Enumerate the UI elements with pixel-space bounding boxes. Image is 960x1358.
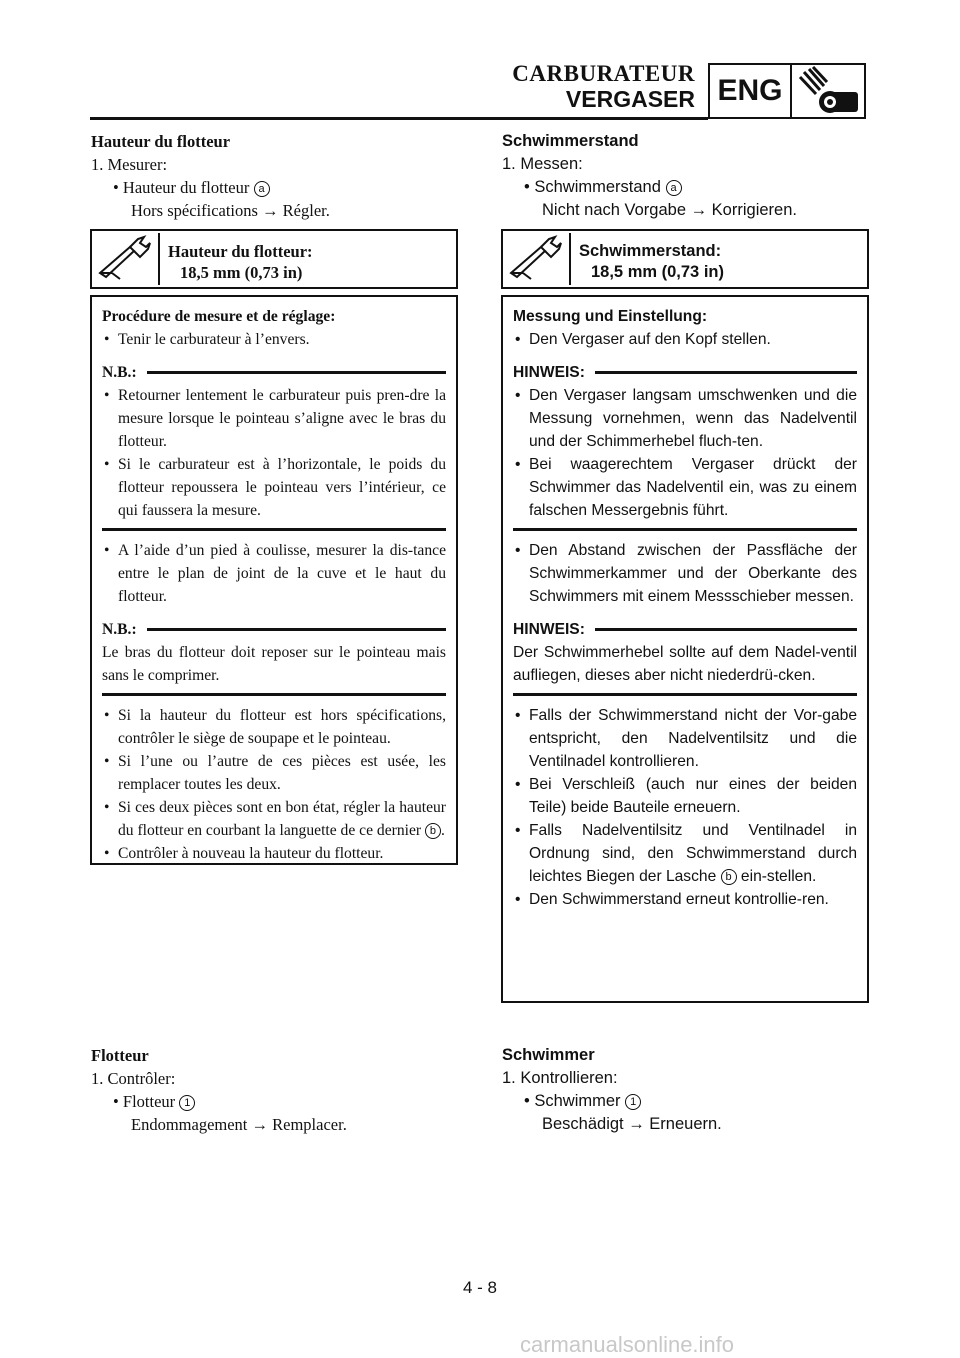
- fr-procedure-title: Procédure de mesure et de réglage:: [102, 308, 336, 325]
- fr-float-action: Endommagement → Remplacer.: [131, 1115, 347, 1134]
- de-step-measure: 1. Messen:: [502, 155, 583, 173]
- de-nb1-item-1: • Den Vergaser langsam umschwenken und die Messung vornehmen, wenn das Nadelventil und der Schimmerhebel fluch-ten.: [513, 384, 857, 453]
- nb-rule: [147, 371, 446, 374]
- fr-nb2-text: Le bras du flotteur doit reposer sur le pointeau mais sans le comprimer.: [102, 644, 446, 684]
- de-proc-bullet-6: • Den Schwimmerstand erneut kontrollie-ren.: [513, 888, 857, 911]
- ref-a-badge: a: [254, 181, 270, 197]
- de-proc-bullet-5: [513, 819, 857, 888]
- de-procedure-box: [501, 295, 869, 1003]
- fr-spec-box: [90, 229, 458, 289]
- fr-nb1-item-1: • Retourner lentement le carburateur puis pren-dre la mesure lorsque le pointeau s’aligne avec le bras du flotteur.: [102, 384, 446, 453]
- page-number: 4 - 8: [462, 1278, 498, 1297]
- ref-1-badge: 1: [625, 1094, 641, 1110]
- de-nb-label-1: HINWEIS:: [513, 364, 585, 381]
- de-proc-bullet-4: • Bei Verschleiß (auch nur eines der beiden Teile) beide Bauteile erneuern.: [513, 773, 857, 819]
- fr-float-item: • Flotteur 1: [91, 1090, 459, 1113]
- header-rule: [90, 117, 708, 120]
- de-proc-bullet-3: • Falls der Schwimmerstand nicht der Vor-gabe entspricht, den Nadelventilsitz und die Ventilnadel kontrollieren.: [513, 704, 857, 773]
- de-nb1-item-2: • Bei waagerechtem Vergaser drückt der Schwimmer das Nadelventil ein, was zu einem falschen Messergebnis führt.: [513, 453, 857, 522]
- de-float-height-item: • Schwimmerstand a: [502, 176, 870, 199]
- fr-proc-bullet-4: • Si l’une ou l’autre de ces pièces est usée, les remplacer toutes les deux.: [102, 750, 446, 796]
- nb-end-rule: [102, 528, 446, 531]
- fr-b5-text: Si ces deux pièces sont en bon état, régler la hauteur du flotteur en courbant la languette de ce dernier: [118, 799, 446, 839]
- de-item-text: Schwimmerstand: [534, 178, 661, 196]
- fr-nb-label-2: N.B.:: [102, 621, 137, 638]
- fr-spec-label: Hauteur du flotteur:: [168, 242, 313, 261]
- section-tab-label: ENG: [710, 65, 792, 117]
- de-proc-bullet-2: • Den Abstand zwischen der Passfläche der Schwimmerkammer und der Oberkante des Schwimmers mit einem Messschieber messen.: [513, 539, 857, 608]
- fr-spec-text: [168, 241, 313, 283]
- fr-float-height-item: • Hauteur du flotteur a: [91, 176, 459, 199]
- fr-item-text: Hauteur du flotteur: [122, 178, 250, 197]
- fr-proc-bullet-6: • Contrôler à nouveau la hauteur du flotteur.: [102, 842, 446, 865]
- nb-rule: [147, 628, 446, 631]
- de-nb2-text: Der Schwimmerhebel sollte auf dem Nadel-ventil aufliegen, dieses aber nicht niederdrü-cken.: [513, 644, 857, 684]
- fr-proc-bullet-3: • Si la hauteur du flotteur est hors spécifications, contrôler le siège de soupape et le pointeau.: [102, 704, 446, 750]
- fr-step-check: 1. Contrôler:: [91, 1069, 176, 1088]
- de-float-item: • Schwimmer 1: [502, 1090, 870, 1113]
- fr-float-height-action: Hors spécifications → Régler.: [131, 201, 330, 220]
- de-b5-text: Falls Nadelventilsitz und Ventilnadel in Ordnung sind, den Schwimmerstand durch leichtes Biegen der Lasche: [529, 822, 857, 885]
- header-title-fr: CARBURATEUR: [512, 61, 695, 86]
- de-nb-header-2: [513, 618, 857, 641]
- de-float-action: Beschädigt → Erneuern.: [542, 1115, 722, 1133]
- fr-float-section: [91, 1044, 459, 1136]
- fr-b5-end: .: [440, 822, 445, 839]
- nb-rule: [595, 371, 857, 374]
- de-procedure-title: Messung und Einstellung:: [513, 308, 708, 325]
- de-float-item-text: Schwimmer: [534, 1092, 621, 1110]
- fr-spec-value: 18,5 mm (0,73 in): [180, 263, 303, 282]
- fr-nb-header-2: [102, 618, 446, 641]
- de-float-height-action: Nicht nach Vorgabe → Korrigieren.: [542, 201, 797, 219]
- de-nb-header-1: [513, 361, 857, 384]
- nb-end-rule: [102, 693, 446, 696]
- de-nb-label-2: HINWEIS:: [513, 621, 585, 638]
- nb-end-rule: [513, 693, 857, 696]
- fr-float-item-text: Flotteur: [122, 1092, 176, 1111]
- fr-float-height-section: [91, 130, 459, 222]
- fr-nb-label-1: N.B.:: [102, 364, 137, 381]
- watermark: carmanualsonline.info: [520, 1332, 735, 1357]
- fr-proc-bullet-2: • A l’aide d’un pied à coulisse, mesurer la dis-tance entre le plan de joint de la cuve et le haut du flotteur.: [102, 539, 446, 608]
- fr-nb1-item-2: • Si le carburateur est à l’horizontale, le poids du flotteur repoussera le pointeau vers l’intérieur, ce qui faussera la mesure.: [102, 453, 446, 522]
- de-proc-bullet-1: • Den Vergaser auf den Kopf stellen.: [513, 328, 857, 351]
- de-step-check: 1. Kontrollieren:: [502, 1069, 618, 1087]
- ref-b-badge: b: [425, 823, 441, 839]
- wrench-spec-icon: [505, 233, 571, 285]
- fr-step-measure: 1. Mesurer:: [91, 155, 168, 174]
- header-title-de: VERGASER: [565, 86, 695, 112]
- ref-1-badge: 1: [179, 1095, 195, 1111]
- de-float-height-section: [502, 130, 870, 222]
- de-float-section: [502, 1044, 870, 1136]
- ref-a-badge: a: [666, 180, 682, 196]
- de-b5-end: ein-stellen.: [736, 868, 817, 885]
- engine-wrench-icon: [796, 66, 864, 123]
- fr-procedure-box: [90, 295, 458, 865]
- nb-end-rule: [513, 528, 857, 531]
- ref-b-badge: b: [721, 869, 737, 885]
- nb-rule: [595, 628, 857, 631]
- de-spec-label: Schwimmerstand:: [579, 242, 722, 260]
- fr-proc-bullet-1: • Tenir le carburateur à l’envers.: [102, 328, 446, 351]
- de-float-heading: Schwimmer: [502, 1046, 595, 1064]
- fr-proc-bullet-5: [102, 796, 446, 842]
- de-spec-box: [501, 229, 869, 289]
- de-spec-value: 18,5 mm (0,73 in): [591, 263, 724, 281]
- de-float-height-heading: Schwimmerstand: [502, 132, 639, 150]
- fr-nb-header-1: [102, 361, 446, 384]
- fr-float-height-heading: Hauteur du flotteur: [91, 132, 231, 151]
- fr-float-heading: Flotteur: [91, 1046, 149, 1065]
- de-spec-text: [579, 241, 724, 283]
- wrench-spec-icon: [94, 233, 160, 285]
